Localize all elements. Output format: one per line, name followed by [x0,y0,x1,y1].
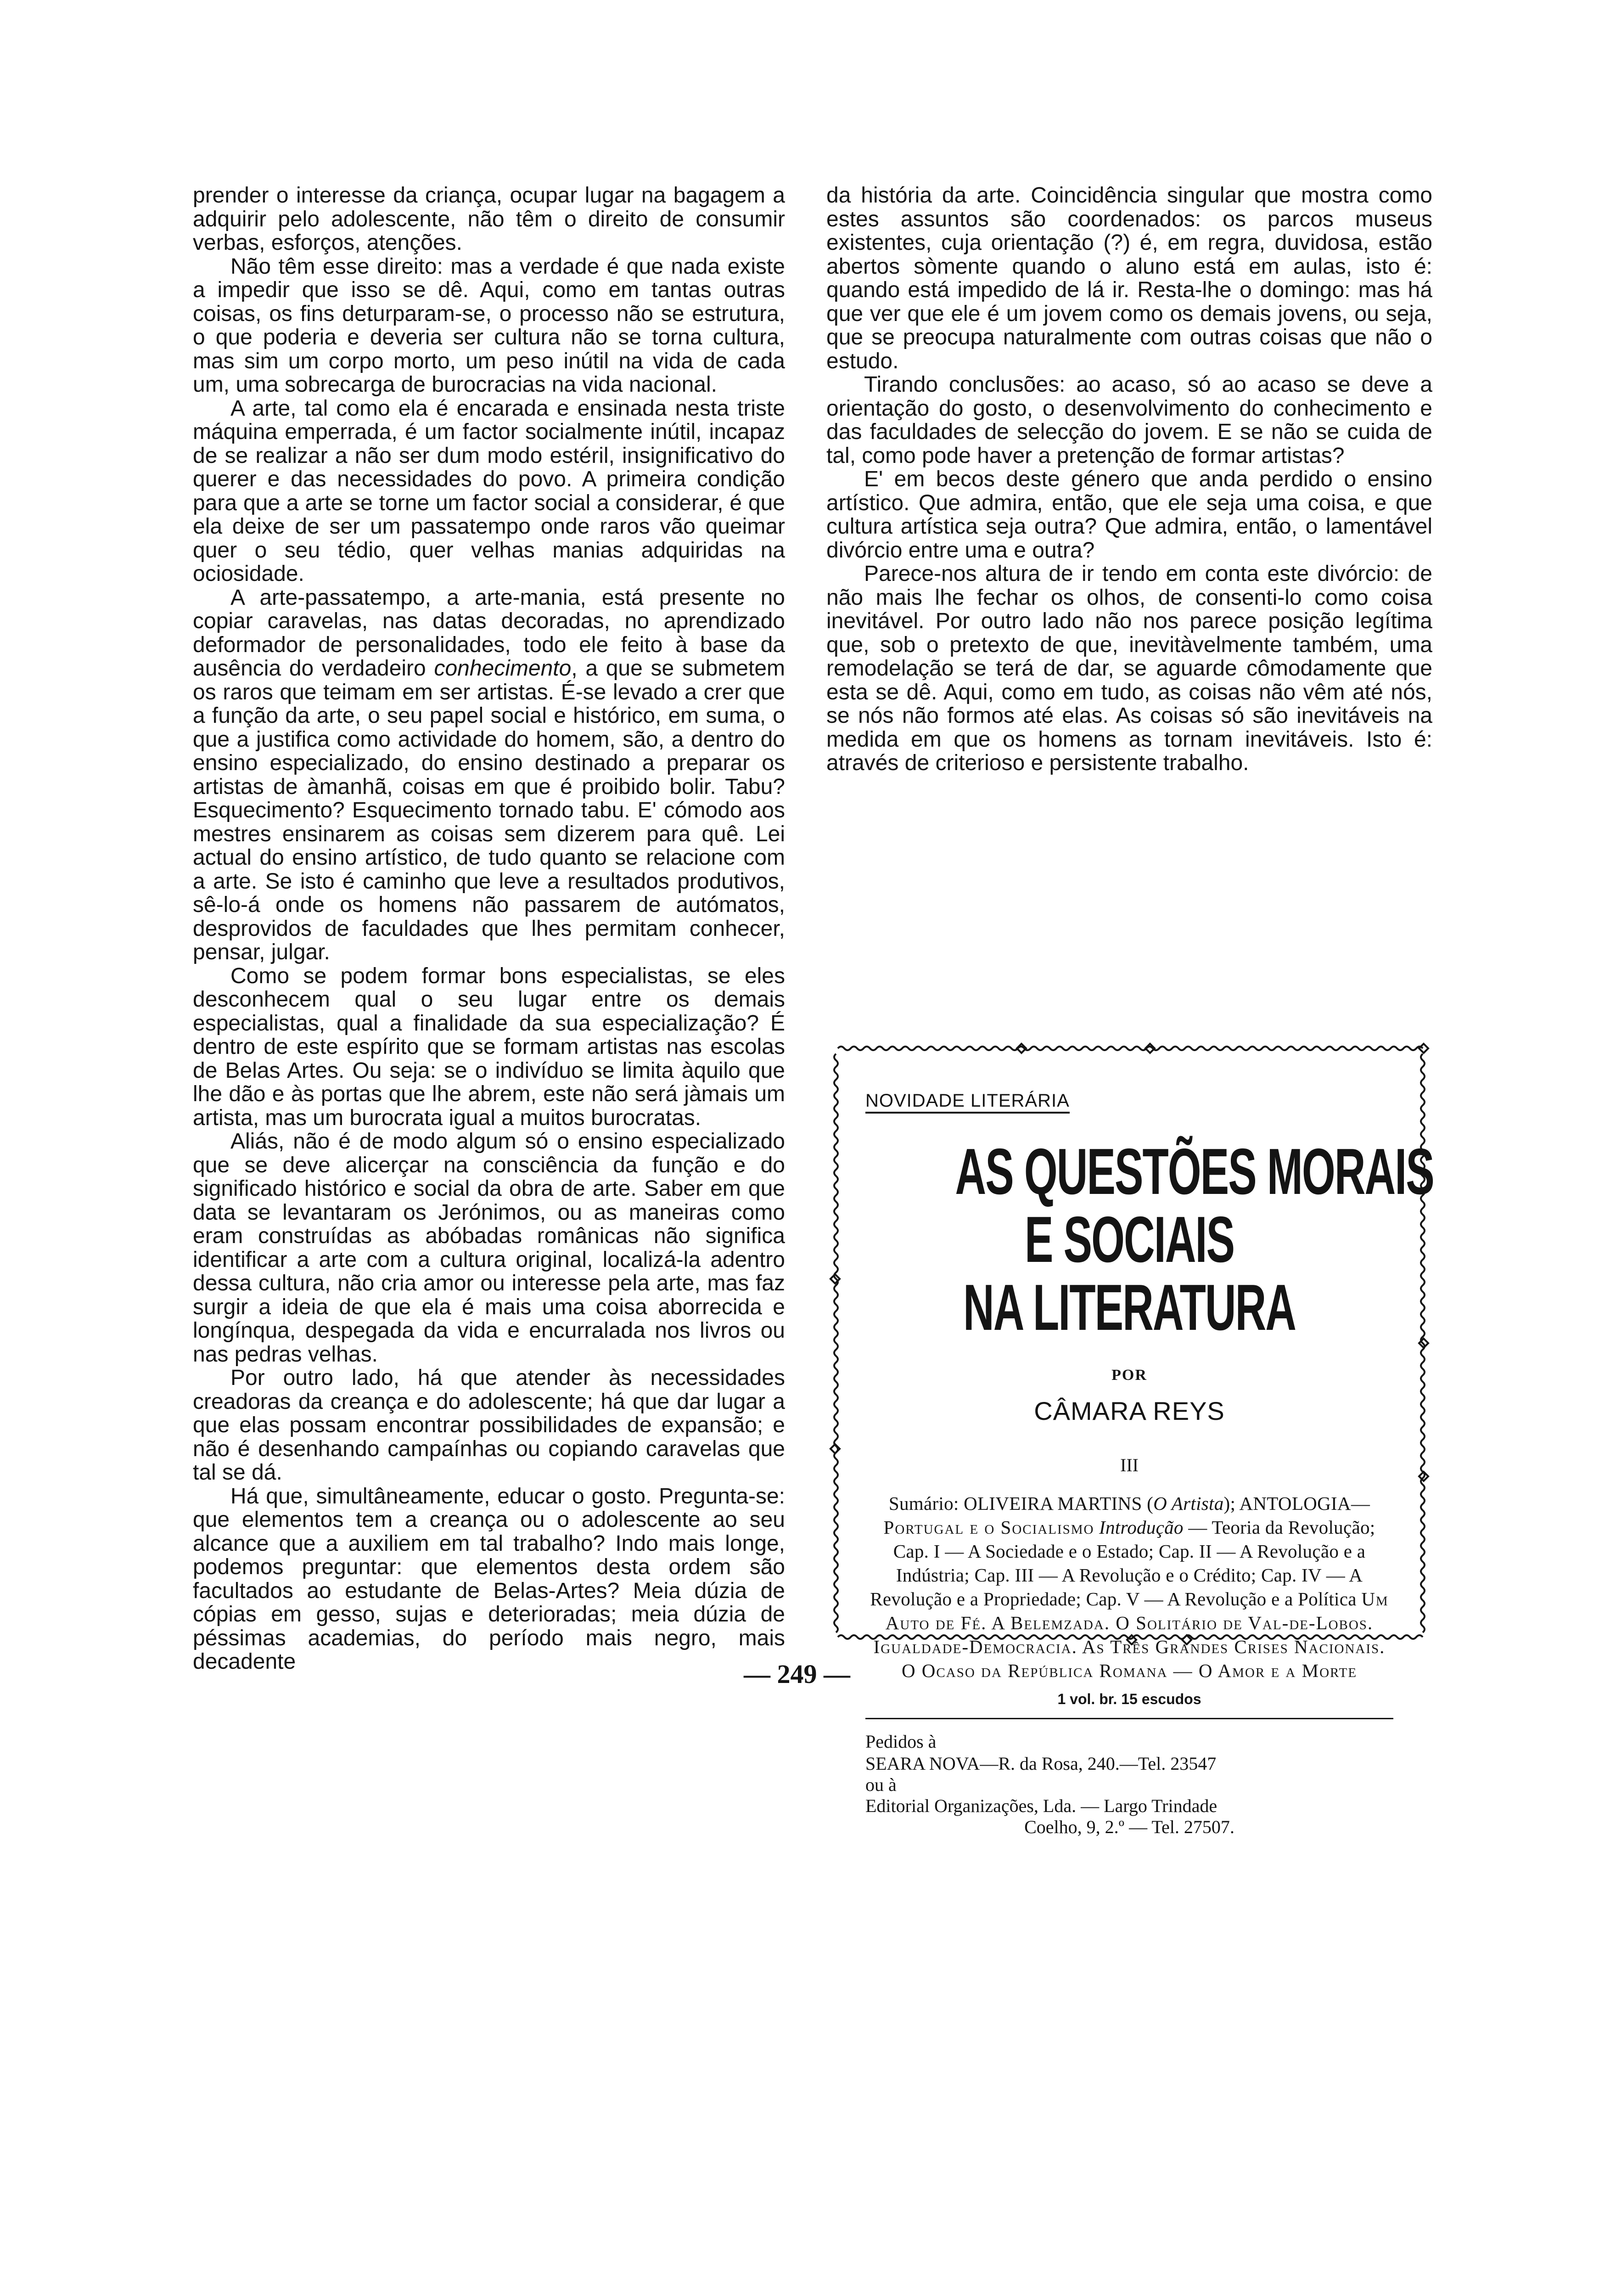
orders-or: ou à [865,1774,897,1795]
paragraph [193,586,785,964]
book-title-line: AS QUESTÕES MORAIS [955,1135,1434,1208]
paragraph: Há que, simultâneamente, educar o gosto. Pregunta-se: que elementos tem a creança ou o adolescente ao seu alcance que a auxiliem em tal trabalho? Indo mais longe, podemos preguntar: que elementos desta ordem são facultados ao estudante de Belas-Artes? Meia dúzia de cópias em gesso, sujas e deterioradas; meia dúzia de péssimas academias, do período mais negro, mais decadente [193,1484,785,1674]
right-text-column [826,184,1432,775]
paragraph: da história da arte. Coincidência singular que mostra como estes assuntos são coordenados: os parcos museus existentes, cuja orientação (?) é, em regra, duvidosa, estão abertos sòmente quando o aluno está em aulas, isto é: quando está impedido de lá ir. Resta-lhe o domingo: mas há que ver que ele é um jovem como os demais jovens, ou seja, que se preocupa naturalmente com outras coisas que não o estudo. [826,183,1432,373]
paragraph: Não têm esse direito: mas a verdade é que nada existe a impedir que isso se dê. Aqui, como em tantas outras coisas, os fins deturparam-se, o processo não se estrutura, o que poderia e deveria ser cultura não se torna cultura, mas sim um corpo morto, um peso inútil na vida de cada um, uma sobrecarga de burocracias na vida nacional. [193,254,785,397]
paragraph-text: A arte-passatempo, a arte-mania, está presente no copiar caravelas, nas datas decoradas, no aprendizado deformador de personalidades, todo ele feito à base da ausência do verdadeiro [193,585,785,681]
book-title-line: NA LITERATURA [963,1271,1296,1344]
orders-address: Coelho, 9, 2.º — Tel. 27507. [1024,1817,1234,1837]
italic-term: conhecimento [434,656,572,681]
orders-address: SEARA NOVA—R. da Rosa, 240.—Tel. 23547 [865,1753,1217,1774]
paragraph: Parece-nos altura de ir tendo em conta este divórcio: de não mais lhe fechar os olhos, de consenti-lo como coisa inevitável. Por outro lado não nos parece posição legítima que, sob o pretexto de que, inevitàvelmente também, uma remodelação se terá de dar, se aguarde cômodamente que esta se dê. Aqui, como em tudo, as coisas não vêm até nós, se nós não formos até elas. As coisas só são inevitáveis na medida em que os homens as tornam inevitáveis. Isto é: através de criterioso e persistente trabalho. [826,562,1432,775]
book-summary: Sumário: OLIVEIRA MARTINS (O Artista); ANTOLOGIA—Portugal e o Socialismo Introdução — Teoria da Revolução; Cap. I — A Sociedade e o Estado; Cap. II — A Revolução e a Indústria; Cap. III — A Revolução e o Crédito; Cap. IV — A Revolução e a Propriedade; Cap. V — A Revolução e a Política Um Auto de Fé. A Belemzada. O Solitário de Val-de-Lobos. Igualdade-Democracia. As Três Grandes Crises Nacionais. O Ocaso da República Romana — O Amor e a Morte [870,1493,1389,1681]
order-info [865,1731,1393,1838]
author-name: CÂMARA REYS [1034,1396,1225,1425]
paragraph: prender o interesse da criança, ocupar lugar na bagagem a adquirir pelo adolescente, não têm o direito de consumir verbas, esforços, atenções. [193,183,785,255]
paragraph: Por outro lado, há que atender às necessidades creadoras da creança e do adolescente; há que dar lugar a que elas possam encontrar possibilidades de expansão; e não é desenhando campaínhas ou copiando caravelas que tal se dá. [193,1366,785,1485]
orders-address: Editorial Organizações, Lda. — Largo Trindade [865,1795,1218,1816]
paragraph: Como se podem formar bons especialistas, se eles desconhecem qual o seu lugar entre os demais especialistas, qual a finalidade da sua especialização? É dentro de este espírito que se formam artistas nas escolas de Belas Artes. Ou seja: se o indivíduo se limita àquilo que lhe dão e às portas que lhe abrem, este não será jàmais um artista, mas um burocrata igual a muitos burocratas. [193,963,785,1130]
ad-kicker: NOVIDADE LITERÁRIA [865,1091,1393,1111]
paragraph: A arte, tal como ela é encarada e ensinada nesta triste máquina emperrada, é um factor socialmente inútil, incapaz de se realizar a não ser dum modo estéril, insignificativo do querer e das necessidades do povo. A primeira condição para que a arte se torne um factor social a considerar, é que ela deixe de ser um passatempo onde raros vão queimar quer o seu tédio, quer velhas manias adquiridas na ociosidade. [193,396,785,586]
orders-label: Pedidos à [865,1731,937,1752]
page-number: — 249 — [744,1659,850,1689]
book-advertisement [829,1040,1434,1837]
price-line: 1 vol. br. 15 escudos [1057,1691,1201,1707]
advertisement-content [865,1091,1434,1838]
divider [865,1718,1393,1719]
paragraph: Tirando conclusões: ao acaso, só ao acaso se deve a orientação do gosto, o desenvolvimento do conhecimento e das faculdades de selecção do jovem. E se não se cuida de tal, como pode haver a pretenção de formar artistas? [826,372,1432,468]
book-title-line: E SOCIAIS [1024,1203,1234,1276]
paragraph-text: , a que se submetem os raros que teimam em ser artistas. É-se levado a crer que a função da arte, o seu papel social e histórico, em suma, o que a justifica como actividade do homem, são, a dentro do ensino especializado, do ensino destinado a preparar os artistas de àmanhã, coisas em que é proibido bolir. Tabu? Esquecimento? Esquecimento tornado tabu. E' cómodo aos mestres ensinarem as coisas sem dizerem para quê. Lei actual do ensino artístico, de tudo quanto se relacione com a arte. Se isto é caminho que leve a resultados produtivos, sê-lo-á onde os homens não passarem de autómatos, desprovidos de faculdades que lhes permitam conhecer, pensar, julgar. [193,656,785,964]
left-text-column [193,184,785,1674]
summary-label: Sumário: [888,1493,959,1514]
byline-label: POR [1111,1367,1147,1384]
volume-number: III [1120,1455,1139,1475]
paragraph: E' em becos deste género que anda perdido o ensino artístico. Que admira, então, que ele seja uma coisa, e que cultura artística seja outra? Que admira, então, o lamentável divórcio entre uma e outra? [826,467,1432,563]
paragraph: Aliás, não é de modo algum só o ensino especializado que se deve alicerçar na consciência da função e do significado histórico e social da obra de arte. Saber em que data se levantaram os Jerónimos, ou as maneiras como eram construídas as abóbadas românicas não significa identificar a arte com a cultura original, localizá-la adentro dessa cultura, não cria amor ou interesse pela arte, mas faz surgir a ideia de que ela é mais uma coisa aborrecida e longínqua, despegada da vida e encurralada nos livros ou nas pedras velhas. [193,1129,785,1367]
